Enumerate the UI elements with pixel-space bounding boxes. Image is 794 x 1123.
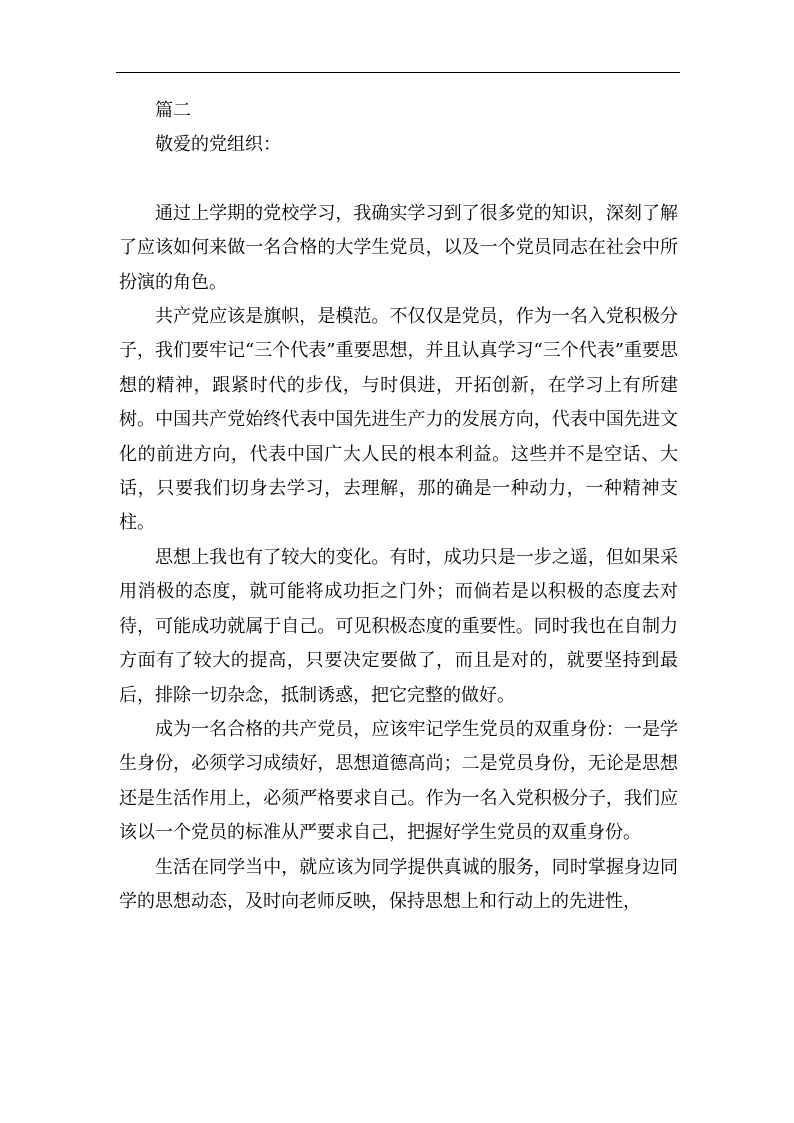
header-rule [116,72,680,73]
paragraph-3: 思想上我也有了较大的变化。有时，成功只是一步之遥，但如果采用消极的态度，就可能将成功拒之门外；而倘若是以积极的态度去对待，可能成功就属于自己。可见积极态度的重要性。同时我也在自制力方面有了较大的提高，只要决定要做了，而且是对的，就要坚持到最后，排除一切杂念，抵制诱惑，把它完整的做好。 [119,546,678,706]
paragraph-1: 通过上学期的党校学习，我确实学习到了很多党的知识，深刻了解了应该如何来做一名合格的大学生党员，以及一个党员同志在社会中所扮演的角色。 [119,202,678,293]
document-heading: 篇二 [155,100,191,121]
paragraph-4: 成为一名合格的共产党员，应该牢记学生党员的双重身份：一是学生身份，必须学习成绩好，思想道德高尚；二是党员身份，无论是思想还是生活作用上，必须严格要求自己。作为一名入党积极分子，我们应该以一个党员的标准从严要求自己，把握好学生党员的双重身份。 [119,718,678,844]
paragraph-5: 生活在同学当中，就应该为同学提供真诚的服务，同时掌握身边同学的思想动态，及时向老师反映，保持思想上和行动上的先进性， [119,856,678,912]
paragraph-2: 共产党应该是旗帜，是模范。不仅仅是党员，作为一名入党积极分子，我们要牢记“三个代表”重要思想，并且认真学习“三个代表”重要思想的精神，跟紧时代的步伐，与时俱进，开拓创新，在学习上有所建树。中国共产党始终代表中国先进生产力的发展方向，代表中国先进文化的前进方向，代表中国广大人民的根本利益。这些并不是空话、大话，只要我们切身去学习，去理解，那的确是一种动力，一种精神支柱。 [119,306,678,534]
document-body [119,94,678,919]
salutation: 敬爱的党组织： [155,134,281,156]
